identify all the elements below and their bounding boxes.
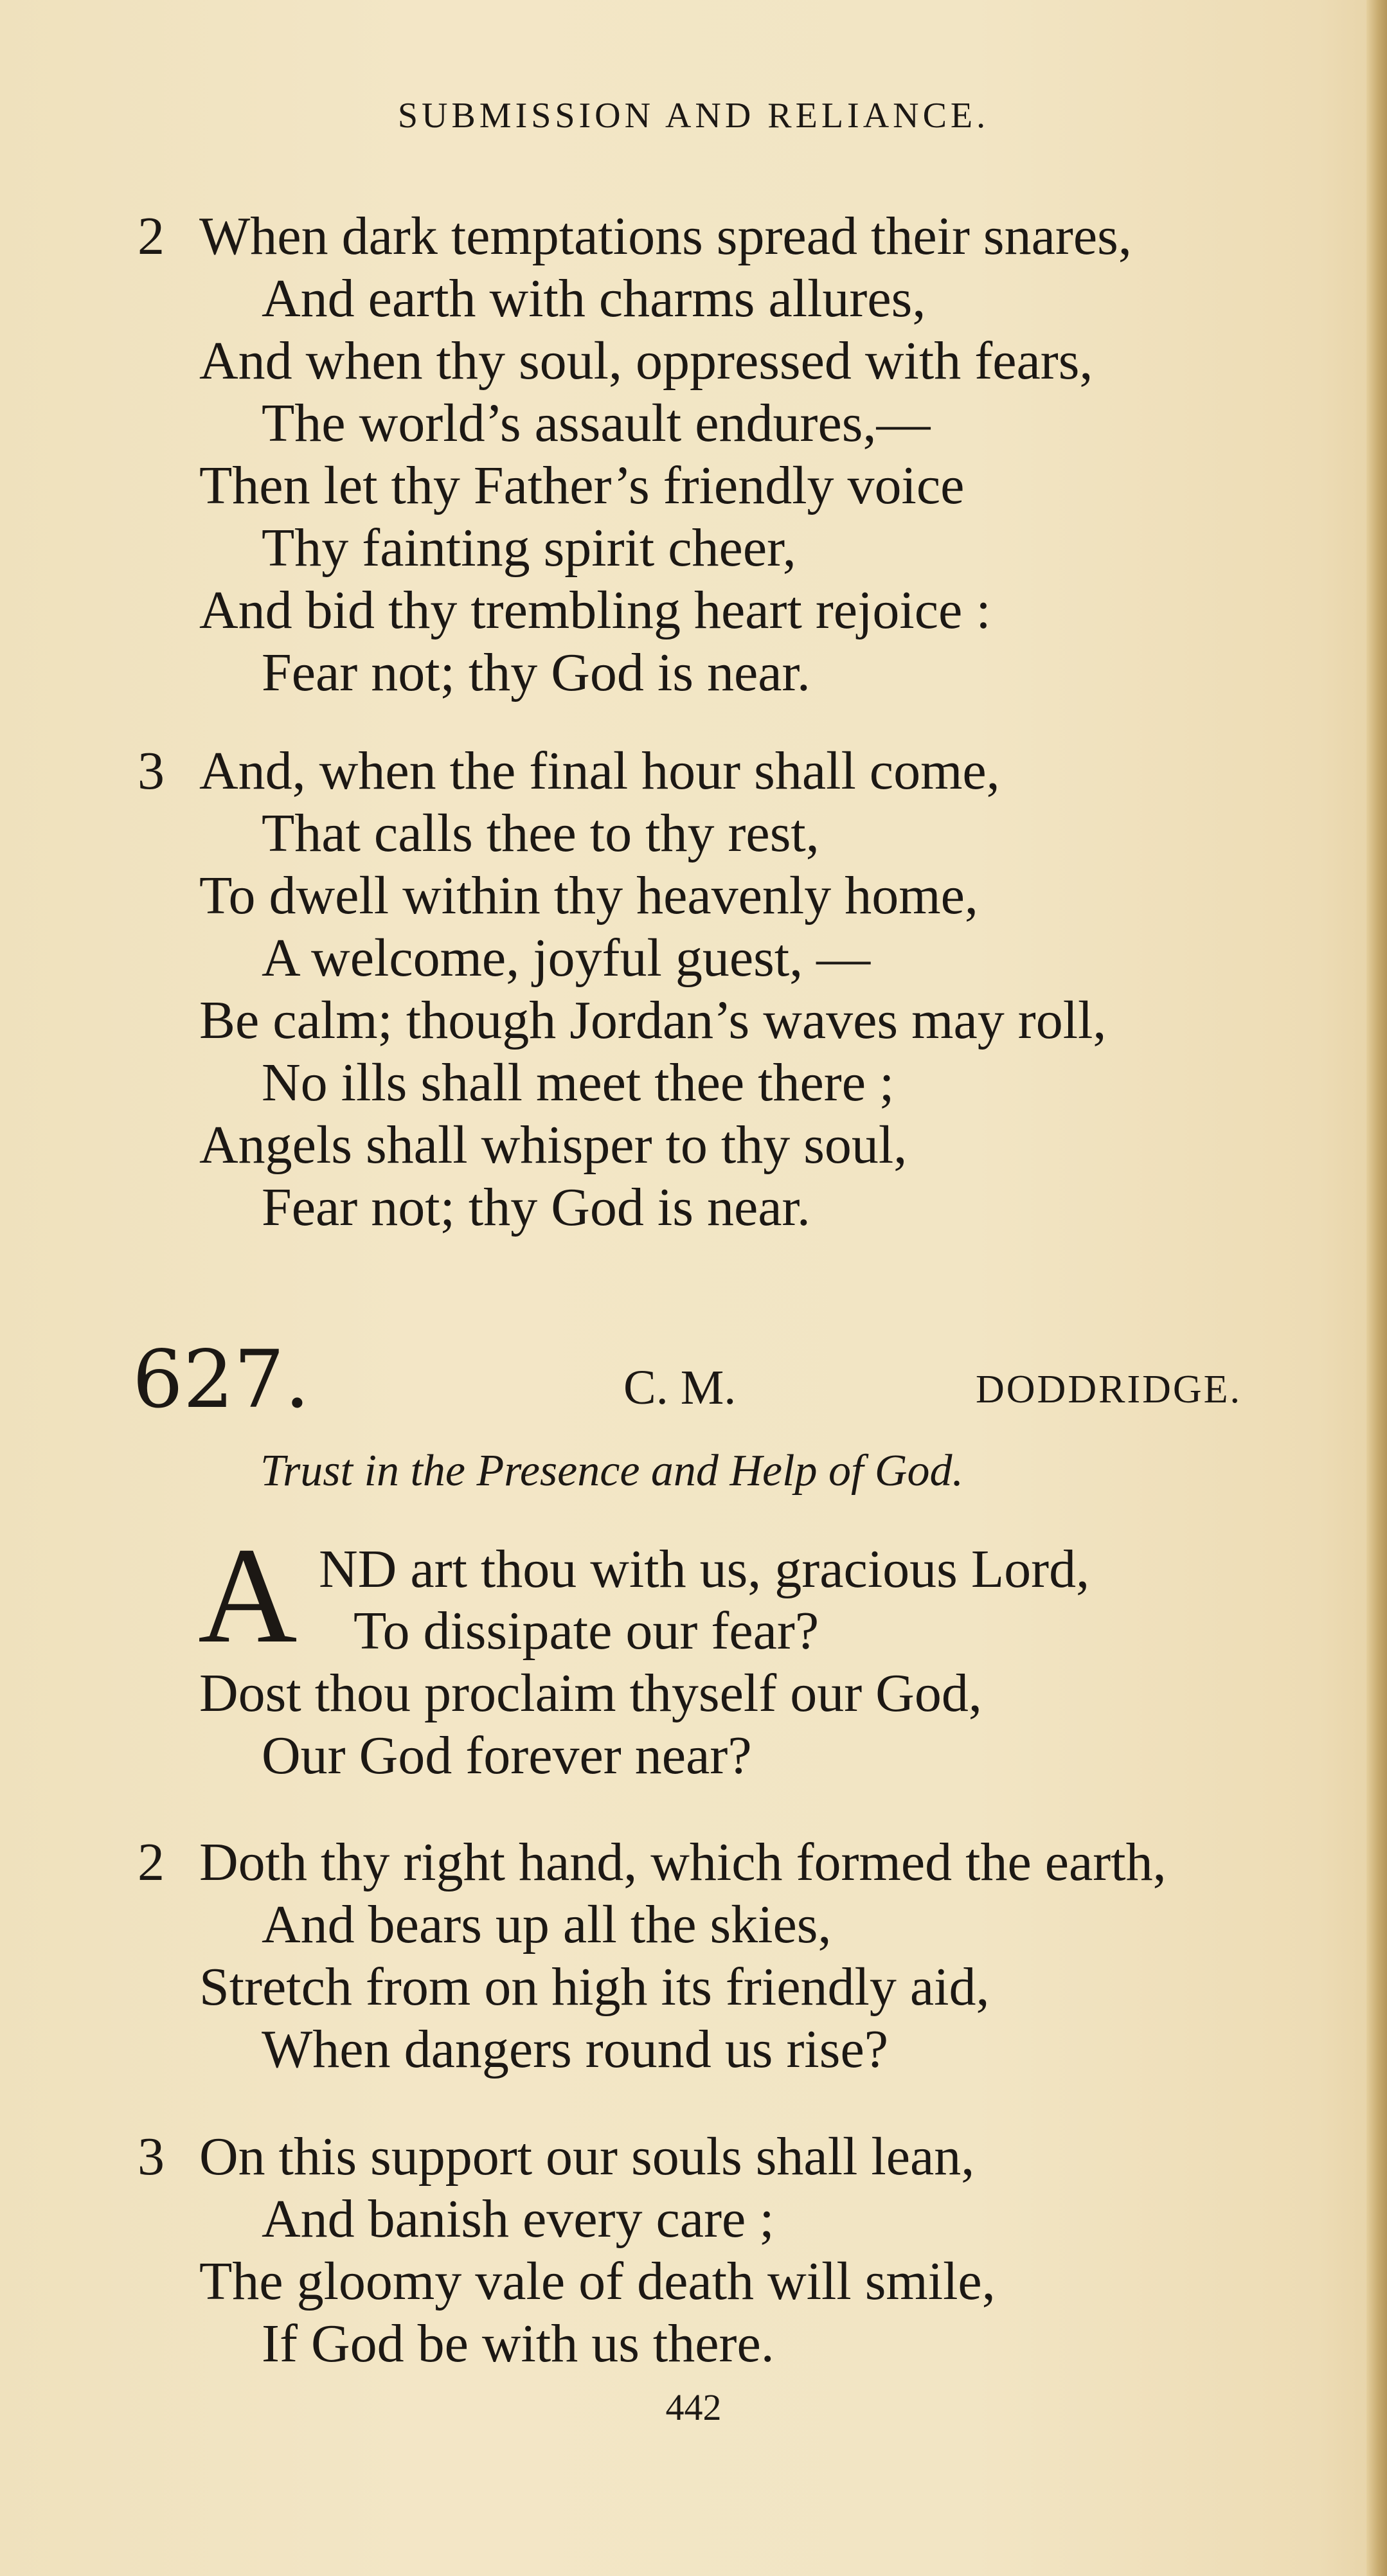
verse-line: Angels shall whisper to thy soul, [199, 1115, 908, 1175]
verse-line: If God be with us there. [262, 2314, 774, 2374]
page-number: 442 [665, 2386, 722, 2428]
verse-line: Stretch from on high its friendly aid, [199, 1957, 990, 2017]
verse-line: And bid thy trembling heart rejoice : [199, 580, 991, 640]
verse-line-first [319, 1537, 1089, 1602]
verse-line: Dost thou proclaim thyself our God, [199, 1663, 982, 1723]
verse-line: The gloomy vale of death will smile, [199, 2251, 996, 2311]
stanza-number: 3 [138, 741, 165, 801]
verse-line: Fear not; thy God is near. [262, 643, 810, 702]
hymn-number: 627. [132, 1334, 310, 1426]
verse-line: When dark temptations spread their snares, [199, 206, 1132, 266]
verse-line: The world’s assault endures,— [262, 393, 931, 453]
stanza-number: 3 [138, 2127, 165, 2187]
verse-line: Be calm; though Jordan’s waves may roll, [199, 990, 1107, 1050]
verse-line: A welcome, joyful guest, — [262, 928, 871, 988]
verse-line: No ills shall meet thee there ; [262, 1053, 895, 1113]
verse-line: When dangers round us rise? [262, 2019, 889, 2079]
verse-line: On this support our souls shall lean, [199, 2127, 975, 2187]
verse-line: And when thy soul, oppressed with fears, [199, 331, 1093, 391]
verse-line: And bears up all the skies, [262, 1895, 832, 1954]
stanza-number: 2 [138, 206, 165, 266]
verse-line: Our God forever near? [262, 1726, 752, 1785]
verse-line: And banish every care ; [262, 2189, 774, 2249]
hymn-author: DODDRIDGE. [976, 1368, 1242, 1411]
page-edge [1366, 0, 1387, 2576]
stanza-number: 2 [138, 1832, 165, 1892]
hymn-meter: C. M. [623, 1361, 737, 1415]
verse-line: To dwell within thy heavenly home, [199, 866, 978, 926]
verse-line: And earth with charms allures, [262, 269, 926, 328]
verse-line: Doth thy right hand, which formed the earth, [199, 1832, 1167, 1892]
verse-line: Thy fainting spirit cheer, [262, 518, 796, 578]
verse-line: To dissipate our fear? [353, 1601, 819, 1661]
verse-line: Fear not; thy God is near. [262, 1177, 810, 1237]
running-head: SUBMISSION AND RELIANCE. [397, 96, 990, 136]
verse-line: Then let thy Father’s friendly voice [199, 456, 965, 515]
verse-line: That calls thee to thy rest, [262, 803, 819, 863]
drop-cap: A [198, 1519, 298, 1672]
hymn-subtitle: Trust in the Presence and Help of God. [260, 1446, 963, 1496]
first-line-text: ND art thou with us, gracious Lord, [319, 1539, 1090, 1599]
verse-line: And, when the final hour shall come, [199, 741, 1000, 801]
